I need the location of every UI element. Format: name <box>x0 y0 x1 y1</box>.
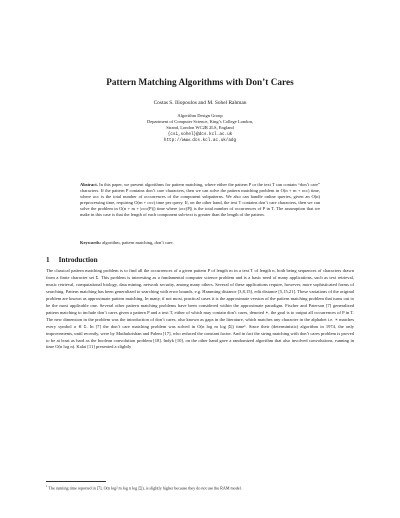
footnote <box>46 484 354 491</box>
section-number: 1 <box>46 256 50 264</box>
abstract <box>80 182 320 219</box>
affiliation-line: Strand, London WC2R 2LS, England <box>166 125 234 131</box>
paper-title: Pattern Matching Algorithms with Don’t Cares <box>106 77 294 87</box>
author-email: {csi,sohel}@dcs.kcl.ac.uk <box>167 131 233 137</box>
abstract-label: Abstract. <box>80 182 98 187</box>
affiliation-line: Department of Computer Science, King’s College London, <box>147 119 253 125</box>
affiliation-block <box>0 113 400 144</box>
section-title: Introduction <box>58 256 98 264</box>
section-heading <box>46 256 98 264</box>
abstract-text: In this paper, we present algorithms for pattern matching, where either the pattern P or the text T can contain “don’t care” characters. If the pattern P contains don’t care characters, then we can solve the pattern matching problem in O(n + m + occ) time, where occ is the total number of occurrences of the component subpatterns. We also can handle online queries, given an O(n) preprocessing time, requiring O(m + occ) time per query. If, on the other hand, the text T contains don’t care characters, then we can solve the problem in O(n + m + |occ(P)|) time where |occ(P)| is the total number of occurrences of P in T. The assumption that we make in this case is that the length of each component sub-text is greater than the length of the pattern. <box>80 182 321 218</box>
footnote-marker: 1 <box>46 484 48 488</box>
keywords <box>80 240 320 246</box>
paper-authors: Costas S. Iliopoulos and M. Sohel Rahman <box>153 100 247 106</box>
footnote-divider <box>46 481 106 482</box>
footnote-text: The running time reported in [7], O(n log² m log n log |Σ|), is slightly higher because they do not use the RAM model. <box>48 485 242 491</box>
group-url: http://www.dcs.kcl.ac.uk/adg <box>163 137 237 143</box>
body-paragraph: The classical pattern matching problem is to find all the occurrences of a given pattern P of length m in a text T of length n, both being sequences of characters drawn from a finite character set Σ. This problem is interesting as a fundamental computer science problem and is a basic need of many applications, such as text retrieval, music retrieval, computational biology, data mining, network security, among many others. Several of these applications require, however, more sophisticated forms of searching. Pattern matching has been generalized to searching with error bounds, e.g. Hamming distance [3,8,15], edit distance [5,15,21]. These variations of the original problem are known as approximate pattern matching. In many, if not most, practical cases it is the approximate version of the pattern matching problem that turns out to be the most applicable one. Several other pattern matching problems have been considered within the approximate paradigm. Fischer and Paterson [7] generalized pattern matching to include don’t cares given a pattern P and a text T, either of which may contain don’t cares, denoted ∗, the goal is to output all occurrences of P in T. The new dimension in the problem was the introduction of don’t cares, also known as gaps in the literature, which matches any character in the alphabet i.e. ∗ matches every symbol σ ∈ Σ. In [7] the don’t care matching problem was solved in O(n log m log |Σ|) time¹. Since their (deterministic) algorithm in 1974, the only improvements, until recently, were by Muthukrishan and Palem [17], who reduced the constant factor. And in fact the string matching with don’t cares problem is proved to be at least as hard as the boolean convolution problem [18]. Indyk [10], on the other hand gave a randomized algorithm that also involved convolutions, running in time O(n log n). Kalai [11] presented a slightly <box>46 268 355 350</box>
affiliation-line: Algorithm Design Group <box>177 113 223 118</box>
keywords-label: Keywords: <box>80 240 101 245</box>
keywords-text: algorithm, pattern matching, don’t care. <box>102 240 174 245</box>
